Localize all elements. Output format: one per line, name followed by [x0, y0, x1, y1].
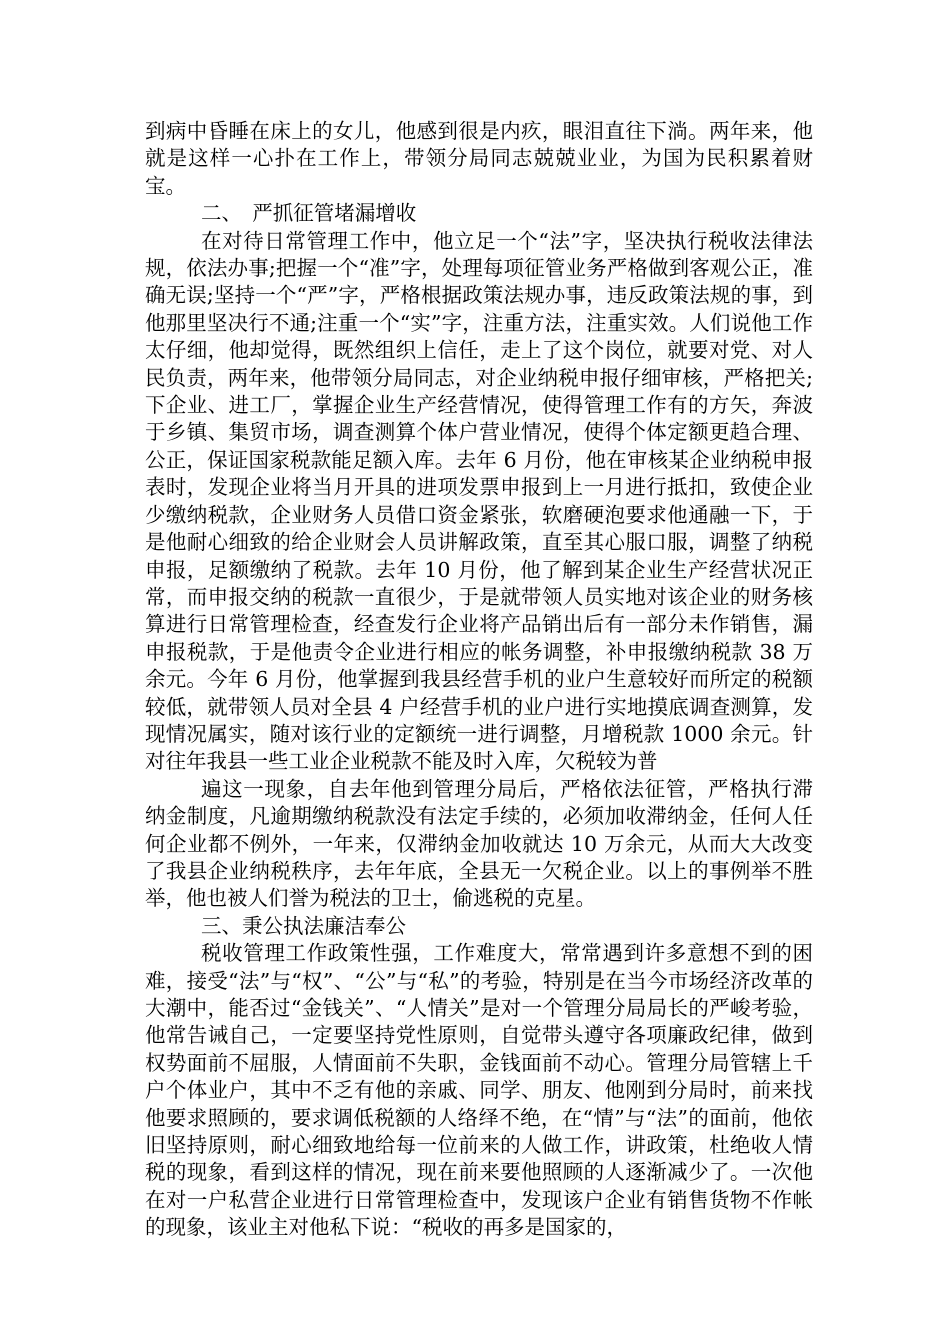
section-heading-2: 二、 严抓征管堵漏增收: [201, 201, 417, 226]
paragraph-intro: 到病中昏睡在床上的女儿，他感到很是内疚，眼泪直往下淌。两年来，他就是这样一心扑在工作上，带领分局同志兢兢业业，为国为民积累着财宝。: [145, 119, 813, 198]
paragraph-late-fees: 遍这一现象，自去年他到管理分局后，严格依法征管，严格执行滞纳金制度，凡逾期缴纳税款没有法定手续的，必须加收滞纳金，任何人任何企业都不例外，一年来，仅滞纳金加收就达 10 万余元，从而大大改变了我县企业纳税秩序，去年年底，全县无一欠税企业。以上的事例举不胜举，他也被人们誉为税法的卫士，偷逃税的克星。: [145, 776, 813, 911]
section-heading-3: 三、秉公执法廉洁奉公: [201, 913, 406, 938]
document-page: [145, 118, 813, 1242]
paragraph-integrity: 税收管理工作政策性强，工作难度大，常常遇到许多意想不到的困难，接受“法”与“权”、“公”与“私”的考验，特别是在当今市场经济改革的大潮中，能否过“金钱关”、“人情关”是对一个管理分局局长的严峻考验，他常告诫自己，一定要坚持党性原则，自觉带头遵守各项廉政纪律，做到权势面前不屈服，人情面前不失职，金钱面前不动心。管理分局管辖上千户个体业户，其中不乏有他的亲戚、同学、朋友、他刚到分局时，前来找他要求照顾的，要求调低税额的人络绎不绝，在“情”与“法”的面前，他依旧坚持原则，耐心细致地给每一位前来的人做工作，讲政策，杜绝收人情税的现象，看到这样的情况，现在前来要他照顾的人逐渐减少了。一次他在对一户私营企业进行日常管理检查中，发现该户企业有销售货物不作帐的现象，该业主对他私下说：“税收的再多是国家的，: [145, 941, 813, 1240]
paragraph-enforcement: 在对待日常管理工作中，他立足一个“法”字，坚决执行税收法律法规，依法办事;把握一个“准”字，处理每项征管业务严格做到客观公正，准确无误;坚持一个“严”字，严格根据政策法规办事，违反政策法规的事，到他那里坚决行不通;注重一个“实”字，注重方法，注重实效。人们说他工作太仔细，他却觉得，既然组织上信任，走上了这个岗位，就要对党、对人民负责，两年来，他带领分局同志，对企业纳税申报仔细审核，严格把关;下企业、进工厂，掌握企业生产经营情况，使得管理工作有的方矢，奔波于乡镇、集贸市场，调查测算个体户营业情况，使得个体定额更趋合理、公正，保证国家税款能足额入库。去年 6 月份，他在审核某企业纳税申报表时，发现企业将当月开具的进项发票申报到上一月进行抵扣，致使企业少缴纳税款，企业财务人员借口资金紧张，软磨硬泡要求他通融一下，于是他耐心细致的给企业财会人员讲解政策，直至其心服口服，调整了纳税申报，足额缴纳了税款。去年 10 月份，他了解到某企业生产经营状况正常，而申报交纳的税款一直很少，于是就带领人员实地对该企业的财务核算进行日常管理检查，经查发行企业将产品销出后有一部分未作销售，漏申报税款，于是他责令企业进行相应的帐务调整，补申报缴纳税款 38 万余元。今年 6 月份，他掌握到我县经营手机的业户生意较好而所定的税额较低，就带领人员对全县 4 户经营手机的业户进行实地摸底调查测算，发现情况属实，随对该行业的定额统一进行调整，月增税款 1000 余元。针对往年我县一些工业企业税款不能及时入库，欠税较为普: [145, 228, 813, 774]
